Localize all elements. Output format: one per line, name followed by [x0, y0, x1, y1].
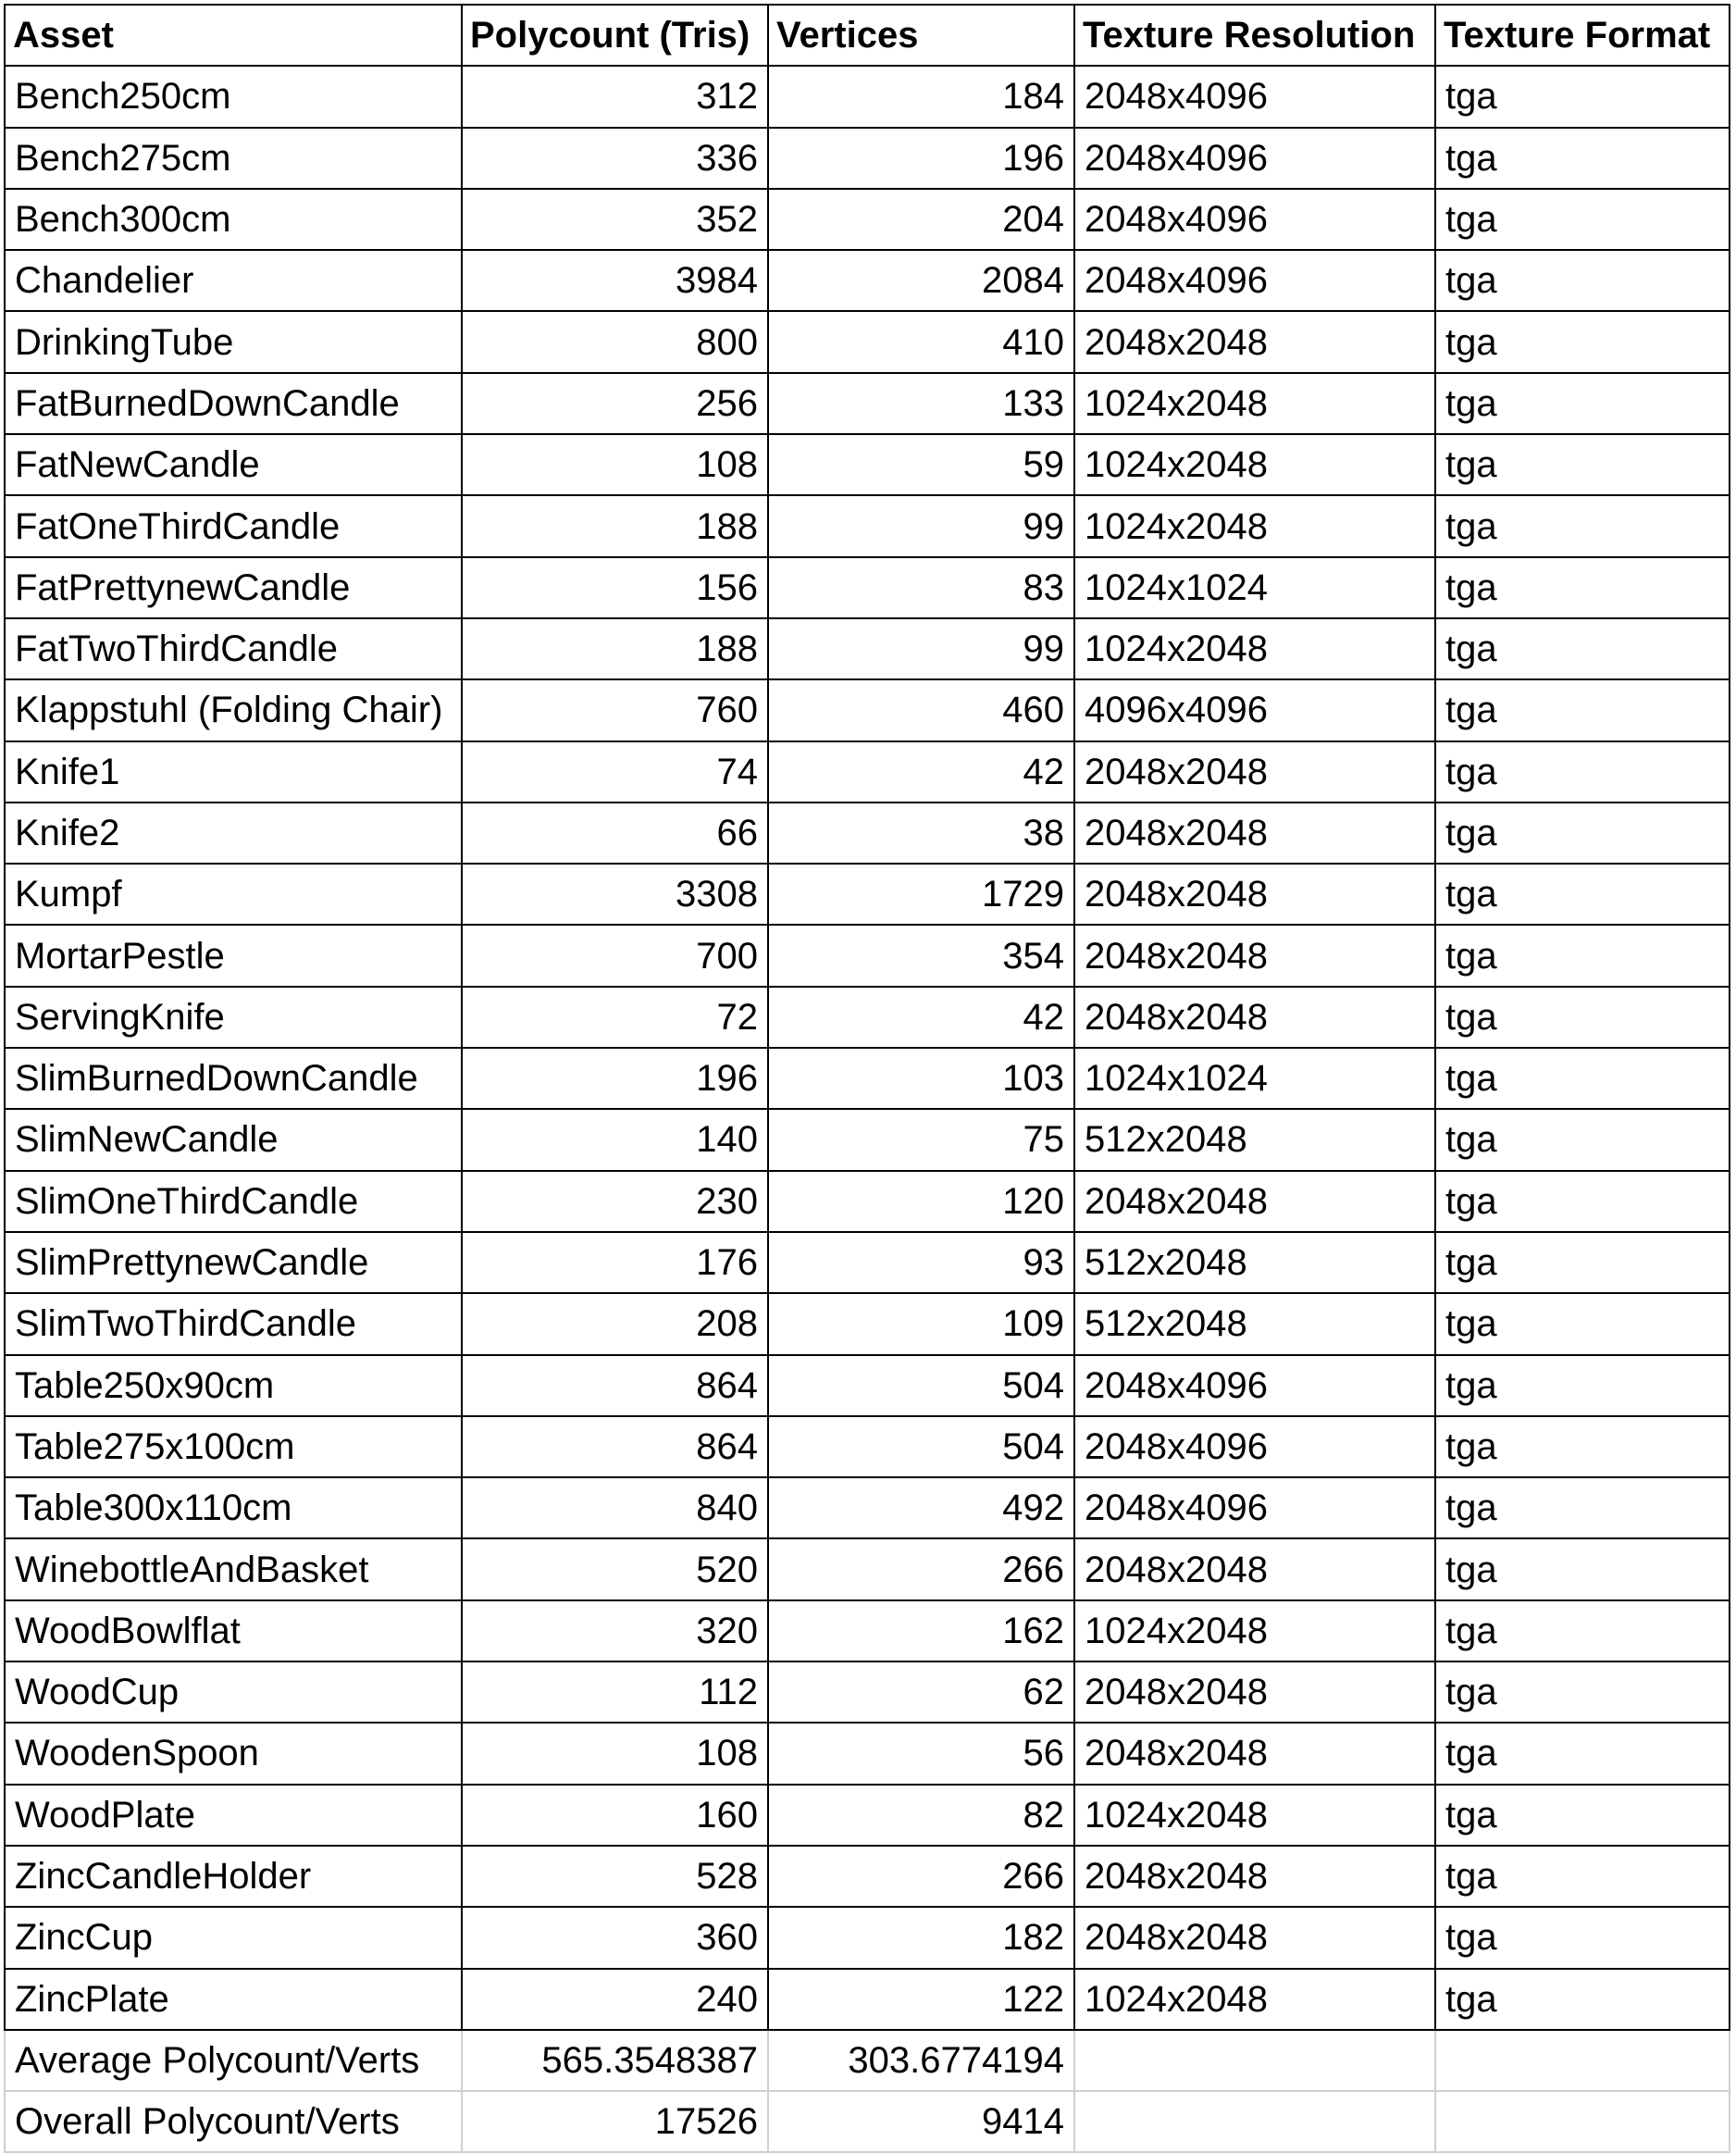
empty-cell	[1074, 2091, 1435, 2152]
polycount-cell: 840	[462, 1477, 768, 1538]
vertices-cell: 103	[768, 1048, 1074, 1109]
summary-vertices: 303.6774194	[768, 2030, 1074, 2091]
vertices-cell: 59	[768, 434, 1074, 495]
texture-format-cell: tga	[1435, 495, 1730, 556]
summary-polycount: 565.3548387	[462, 2030, 768, 2091]
header-asset: Asset	[5, 5, 462, 66]
texture-format-cell: tga	[1435, 66, 1730, 127]
asset-name-cell: SlimBurnedDownCandle	[5, 1048, 462, 1109]
asset-name-cell: SlimOneThirdCandle	[5, 1171, 462, 1232]
asset-name-cell: Bench300cm	[5, 189, 462, 250]
texture-resolution-cell: 2048x4096	[1074, 250, 1435, 311]
empty-cell	[1435, 2030, 1730, 2091]
polycount-cell: 188	[462, 618, 768, 679]
texture-format-cell: tga	[1435, 1355, 1730, 1416]
vertices-cell: 460	[768, 679, 1074, 740]
vertices-cell: 504	[768, 1355, 1074, 1416]
texture-resolution-cell: 1024x2048	[1074, 434, 1435, 495]
asset-name-cell: Chandelier	[5, 250, 462, 311]
header-texture-format: Texture Format	[1435, 5, 1730, 66]
texture-format-cell: tga	[1435, 1477, 1730, 1538]
table-row	[5, 1907, 1730, 1968]
texture-format-cell: tga	[1435, 1293, 1730, 1354]
table-row	[5, 1661, 1730, 1723]
asset-name-cell: ZincCup	[5, 1907, 462, 1968]
header-polycount: Polycount (Tris)	[462, 5, 768, 66]
texture-resolution-cell: 1024x2048	[1074, 618, 1435, 679]
asset-name-cell: Table250x90cm	[5, 1355, 462, 1416]
table-row	[5, 1109, 1730, 1170]
texture-resolution-cell: 2048x4096	[1074, 1416, 1435, 1477]
polycount-cell: 3984	[462, 250, 768, 311]
table-row	[5, 925, 1730, 986]
empty-cell	[1435, 2091, 1730, 2152]
table-row	[5, 1355, 1730, 1416]
texture-resolution-cell: 2048x4096	[1074, 128, 1435, 189]
header-vertices: Vertices	[768, 5, 1074, 66]
polycount-cell: 256	[462, 373, 768, 434]
polycount-cell: 108	[462, 434, 768, 495]
asset-name-cell: FatOneThirdCandle	[5, 495, 462, 556]
polycount-cell: 360	[462, 1907, 768, 1968]
table-row	[5, 373, 1730, 434]
table-row	[5, 1293, 1730, 1354]
vertices-cell: 42	[768, 741, 1074, 803]
vertices-cell: 410	[768, 311, 1074, 372]
asset-name-cell: Knife1	[5, 741, 462, 803]
header-texture-resolution: Texture Resolution	[1074, 5, 1435, 66]
table-row	[5, 1785, 1730, 1846]
texture-format-cell: tga	[1435, 741, 1730, 803]
table-row	[5, 803, 1730, 864]
vertices-cell: 2084	[768, 250, 1074, 311]
texture-format-cell: tga	[1435, 1969, 1730, 2030]
vertices-cell: 122	[768, 1969, 1074, 2030]
texture-format-cell: tga	[1435, 679, 1730, 740]
texture-format-cell: tga	[1435, 311, 1730, 372]
polycount-cell: 312	[462, 66, 768, 127]
vertices-cell: 83	[768, 557, 1074, 618]
texture-format-cell: tga	[1435, 1723, 1730, 1784]
table-row	[5, 741, 1730, 803]
texture-resolution-cell: 1024x2048	[1074, 1969, 1435, 2030]
asset-name-cell: Klappstuhl (Folding Chair)	[5, 679, 462, 740]
summary-polycount: 17526	[462, 2091, 768, 2152]
vertices-cell: 182	[768, 1907, 1074, 1968]
polycount-cell: 3308	[462, 864, 768, 925]
polycount-cell: 196	[462, 1048, 768, 1109]
texture-format-cell: tga	[1435, 803, 1730, 864]
texture-resolution-cell: 2048x2048	[1074, 741, 1435, 803]
vertices-cell: 266	[768, 1846, 1074, 1907]
asset-name-cell: Bench275cm	[5, 128, 462, 189]
vertices-cell: 184	[768, 66, 1074, 127]
polycount-cell: 864	[462, 1355, 768, 1416]
texture-format-cell: tga	[1435, 1048, 1730, 1109]
summary-row-average	[5, 2030, 1730, 2091]
asset-name-cell: WoodCup	[5, 1661, 462, 1723]
asset-name-cell: DrinkingTube	[5, 311, 462, 372]
vertices-cell: 133	[768, 373, 1074, 434]
asset-name-cell: SlimPrettynewCandle	[5, 1232, 462, 1293]
texture-resolution-cell: 2048x4096	[1074, 189, 1435, 250]
asset-name-cell: Kumpf	[5, 864, 462, 925]
asset-name-cell: Table275x100cm	[5, 1416, 462, 1477]
texture-resolution-cell: 2048x2048	[1074, 1661, 1435, 1723]
summary-vertices: 9414	[768, 2091, 1074, 2152]
table-row	[5, 1600, 1730, 1661]
polycount-cell: 108	[462, 1723, 768, 1784]
texture-format-cell: tga	[1435, 925, 1730, 986]
texture-resolution-cell: 2048x2048	[1074, 803, 1435, 864]
table-row	[5, 864, 1730, 925]
summary-label: Average Polycount/Verts	[5, 2030, 462, 2091]
texture-resolution-cell: 2048x4096	[1074, 1355, 1435, 1416]
polycount-cell: 74	[462, 741, 768, 803]
texture-format-cell: tga	[1435, 557, 1730, 618]
texture-resolution-cell: 1024x2048	[1074, 373, 1435, 434]
asset-name-cell: Table300x110cm	[5, 1477, 462, 1538]
texture-format-cell: tga	[1435, 250, 1730, 311]
polycount-cell: 176	[462, 1232, 768, 1293]
texture-resolution-cell: 2048x2048	[1074, 1538, 1435, 1599]
asset-name-cell: ZincCandleHolder	[5, 1846, 462, 1907]
polycount-cell: 240	[462, 1969, 768, 2030]
table-row	[5, 987, 1730, 1048]
asset-name-cell: ZincPlate	[5, 1969, 462, 2030]
vertices-cell: 204	[768, 189, 1074, 250]
texture-format-cell: tga	[1435, 128, 1730, 189]
asset-name-cell: Knife2	[5, 803, 462, 864]
polycount-cell: 336	[462, 128, 768, 189]
vertices-cell: 99	[768, 618, 1074, 679]
table-row	[5, 434, 1730, 495]
polycount-cell: 864	[462, 1416, 768, 1477]
polycount-cell: 160	[462, 1785, 768, 1846]
table-row	[5, 1048, 1730, 1109]
texture-format-cell: tga	[1435, 1661, 1730, 1723]
summary-label: Overall Polycount/Verts	[5, 2091, 462, 2152]
texture-format-cell: tga	[1435, 1171, 1730, 1232]
table-row	[5, 557, 1730, 618]
table-row	[5, 679, 1730, 740]
texture-resolution-cell: 1024x2048	[1074, 495, 1435, 556]
asset-name-cell: FatNewCandle	[5, 434, 462, 495]
table-row	[5, 128, 1730, 189]
texture-resolution-cell: 2048x4096	[1074, 1477, 1435, 1538]
texture-format-cell: tga	[1435, 189, 1730, 250]
asset-name-cell: WoodBowlflat	[5, 1600, 462, 1661]
polycount-cell: 352	[462, 189, 768, 250]
table-row	[5, 1969, 1730, 2030]
asset-table	[4, 4, 1730, 2153]
polycount-cell: 700	[462, 925, 768, 986]
texture-resolution-cell: 1024x2048	[1074, 1600, 1435, 1661]
vertices-cell: 99	[768, 495, 1074, 556]
polycount-cell: 208	[462, 1293, 768, 1354]
texture-resolution-cell: 1024x1024	[1074, 1048, 1435, 1109]
table-row	[5, 495, 1730, 556]
vertices-cell: 162	[768, 1600, 1074, 1661]
polycount-cell: 66	[462, 803, 768, 864]
vertices-cell: 354	[768, 925, 1074, 986]
polycount-cell: 528	[462, 1846, 768, 1907]
texture-resolution-cell: 512x2048	[1074, 1109, 1435, 1170]
texture-format-cell: tga	[1435, 1785, 1730, 1846]
texture-format-cell: tga	[1435, 1232, 1730, 1293]
asset-name-cell: ServingKnife	[5, 987, 462, 1048]
texture-resolution-cell: 1024x2048	[1074, 1785, 1435, 1846]
vertices-cell: 42	[768, 987, 1074, 1048]
texture-format-cell: tga	[1435, 1416, 1730, 1477]
table-row	[5, 311, 1730, 372]
texture-resolution-cell: 2048x2048	[1074, 1723, 1435, 1784]
table-row	[5, 1477, 1730, 1538]
vertices-cell: 75	[768, 1109, 1074, 1170]
asset-name-cell: FatPrettynewCandle	[5, 557, 462, 618]
asset-name-cell: SlimNewCandle	[5, 1109, 462, 1170]
texture-resolution-cell: 512x2048	[1074, 1232, 1435, 1293]
table-row	[5, 1723, 1730, 1784]
table-row	[5, 66, 1730, 127]
texture-format-cell: tga	[1435, 373, 1730, 434]
vertices-cell: 109	[768, 1293, 1074, 1354]
polycount-cell: 800	[462, 311, 768, 372]
texture-format-cell: tga	[1435, 1600, 1730, 1661]
vertices-cell: 62	[768, 1661, 1074, 1723]
asset-name-cell: FatTwoThirdCandle	[5, 618, 462, 679]
asset-name-cell: SlimTwoThirdCandle	[5, 1293, 462, 1354]
vertices-cell: 266	[768, 1538, 1074, 1599]
texture-format-cell: tga	[1435, 618, 1730, 679]
polycount-cell: 760	[462, 679, 768, 740]
asset-name-cell: Bench250cm	[5, 66, 462, 127]
polycount-cell: 230	[462, 1171, 768, 1232]
texture-format-cell: tga	[1435, 1538, 1730, 1599]
asset-name-cell: WoodenSpoon	[5, 1723, 462, 1784]
texture-resolution-cell: 2048x2048	[1074, 311, 1435, 372]
asset-name-cell: MortarPestle	[5, 925, 462, 986]
texture-resolution-cell: 2048x2048	[1074, 987, 1435, 1048]
table-row	[5, 1538, 1730, 1599]
table-row	[5, 1232, 1730, 1293]
polycount-cell: 188	[462, 495, 768, 556]
texture-format-cell: tga	[1435, 1846, 1730, 1907]
table-row	[5, 1846, 1730, 1907]
vertices-cell: 82	[768, 1785, 1074, 1846]
texture-format-cell: tga	[1435, 434, 1730, 495]
texture-resolution-cell: 2048x2048	[1074, 925, 1435, 986]
polycount-cell: 320	[462, 1600, 768, 1661]
summary-row-overall	[5, 2091, 1730, 2152]
texture-format-cell: tga	[1435, 864, 1730, 925]
polycount-cell: 112	[462, 1661, 768, 1723]
vertices-cell: 196	[768, 128, 1074, 189]
vertices-cell: 120	[768, 1171, 1074, 1232]
texture-resolution-cell: 2048x4096	[1074, 66, 1435, 127]
vertices-cell: 38	[768, 803, 1074, 864]
texture-resolution-cell: 1024x1024	[1074, 557, 1435, 618]
asset-name-cell: WoodPlate	[5, 1785, 462, 1846]
texture-format-cell: tga	[1435, 1907, 1730, 1968]
asset-name-cell: FatBurnedDownCandle	[5, 373, 462, 434]
table-row	[5, 189, 1730, 250]
table-row	[5, 250, 1730, 311]
asset-name-cell: WinebottleAndBasket	[5, 1538, 462, 1599]
empty-cell	[1074, 2030, 1435, 2091]
texture-resolution-cell: 512x2048	[1074, 1293, 1435, 1354]
polycount-cell: 520	[462, 1538, 768, 1599]
texture-format-cell: tga	[1435, 987, 1730, 1048]
texture-resolution-cell: 2048x2048	[1074, 864, 1435, 925]
vertices-cell: 93	[768, 1232, 1074, 1293]
table-row	[5, 1416, 1730, 1477]
vertices-cell: 492	[768, 1477, 1074, 1538]
texture-resolution-cell: 2048x2048	[1074, 1171, 1435, 1232]
header-row	[5, 5, 1730, 66]
polycount-cell: 72	[462, 987, 768, 1048]
table-row	[5, 618, 1730, 679]
texture-resolution-cell: 2048x2048	[1074, 1907, 1435, 1968]
polycount-cell: 156	[462, 557, 768, 618]
texture-resolution-cell: 4096x4096	[1074, 679, 1435, 740]
vertices-cell: 1729	[768, 864, 1074, 925]
texture-format-cell: tga	[1435, 1109, 1730, 1170]
polycount-cell: 140	[462, 1109, 768, 1170]
table-row	[5, 1171, 1730, 1232]
texture-resolution-cell: 2048x2048	[1074, 1846, 1435, 1907]
vertices-cell: 504	[768, 1416, 1074, 1477]
vertices-cell: 56	[768, 1723, 1074, 1784]
